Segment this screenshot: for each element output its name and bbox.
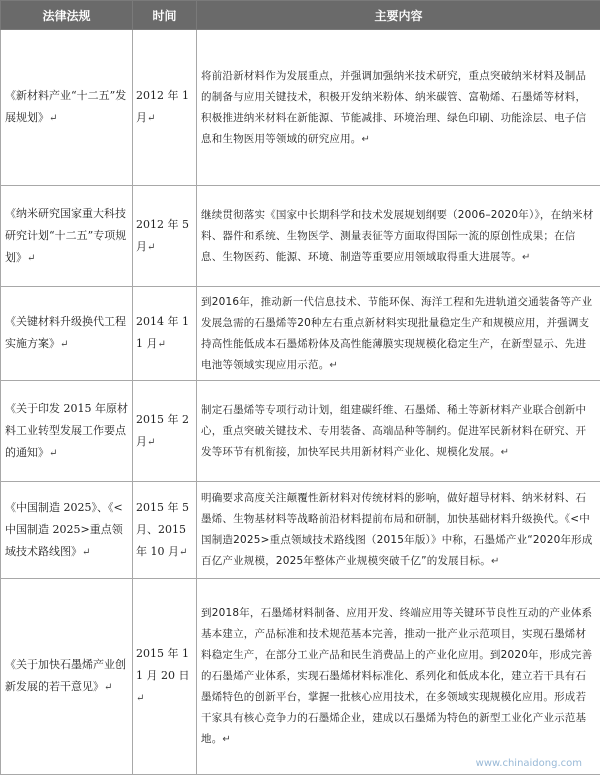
return-mark-icon: ↵ xyxy=(362,134,371,145)
content-cell xyxy=(197,482,600,579)
return-mark-icon: ↵ xyxy=(501,447,510,458)
return-mark-icon: ↵ xyxy=(60,339,68,350)
return-mark-icon: ↵ xyxy=(329,360,338,371)
return-mark-icon: ↵ xyxy=(147,242,155,253)
time-cell xyxy=(133,482,197,579)
content-text: 制定石墨烯等专项行动计划，组建碳纤维、石墨烯、稀土等新材料产业联合创新中心，重点突破关键技术、专用装备、高端品种等制约。促进军民新材料在研究、开发等环节有机衔接，加快军民共用新材料产业化、规模化发展。 xyxy=(201,404,586,458)
time-cell xyxy=(133,186,197,287)
content-cell xyxy=(197,381,600,482)
time-cell xyxy=(133,287,197,381)
time-cell xyxy=(133,30,197,186)
content-text: 继续贯彻落实《国家中长期科学和技术发展规划纲要（2006–2020年）》，在纳米材料、器件和系统、生物医学、测量表征等方面取得国际一流的原创性成果；在信息、生物医药、能源、环境、制造等重要应用领域取得重大进展等。 xyxy=(201,209,593,263)
return-mark-icon: ↵ xyxy=(491,556,500,567)
time-value: 2015 年 5 月、2015 年 10 月 xyxy=(136,501,189,558)
return-mark-icon: ↵ xyxy=(147,437,155,448)
law-name: 《新材料产业“十二五”发展规划》 xyxy=(5,89,126,124)
table-header-row xyxy=(1,1,600,30)
return-mark-icon: ↵ xyxy=(158,339,166,350)
content-cell xyxy=(197,579,600,775)
header-law: 法律法规 xyxy=(1,1,133,30)
return-mark-icon: ↵ xyxy=(27,253,35,264)
return-mark-icon: ↵ xyxy=(49,113,57,124)
return-mark-icon: ↵ xyxy=(104,682,112,693)
content-text: 将前沿新材料作为发展重点，并强调加强纳米技术研究，重点突破纳米材料及制品的制备与应用关键技术，积极开发纳米粉体、纳米碳管、富勒烯、石墨烯等材料，积极推进纳米材料在新能源、节能减排、环境治理、绿色印刷、功能涂层、电子信息和生物医用等领域的研究应用。 xyxy=(201,70,586,145)
law-cell xyxy=(1,186,133,287)
table-row xyxy=(1,30,600,186)
law-name: 《中国制造 2025》、《<中国制造 2025>重点领域技术路线图》 xyxy=(5,501,123,558)
law-cell xyxy=(1,30,133,186)
return-mark-icon: ↵ xyxy=(179,547,187,558)
content-text: 到2018年，石墨烯材料制备、应用开发、终端应用等关键环节良性互动的产业体系基本建立，产品标准和技术规范基本完善，推动一批产业示范项目，实现石墨烯材料稳定生产，在部分工业产品和民生消费品上的产业化应用。到2020年，形成完善的石墨烯产业体系，实现石墨烯材料标准化、系列化和低成本化，建立若干具有石墨烯特色的创新平台，掌握一批核心应用技术，在多领域实现规模化应用。形成若干家具有核心竞争力的石墨烯企业，建成以石墨烯为特色的新型工业化产业示范基地。 xyxy=(201,607,592,745)
law-name: 《纳米研究国家重大科技研究计划“十二五”专项规划》 xyxy=(5,207,126,264)
header-time: 时间 xyxy=(133,1,197,30)
return-mark-icon: ↵ xyxy=(82,547,90,558)
content-cell xyxy=(197,30,600,186)
watermark: www.chinaidong.com xyxy=(476,758,582,769)
table-row xyxy=(1,186,600,287)
law-name: 《关于印发 2015 年原材料工业转型发展工作要点的通知》 xyxy=(5,402,128,459)
time-cell xyxy=(133,381,197,482)
time-value: 2014 年 11 月 xyxy=(136,315,189,350)
time-cell xyxy=(133,579,197,775)
content-cell xyxy=(197,287,600,381)
return-mark-icon: ↵ xyxy=(222,734,231,745)
law-name: 《关键材料升级换代工程实施方案》 xyxy=(5,315,126,350)
content-text: 明确要求高度关注颠覆性新材料对传统材料的影响，做好超导材料、纳米材料、石墨烯、生物基材料等战略前沿材料提前布局和研制，加快基础材料升级换代。《<中国制造2025>重点领域技术路线图（2015年版）》中称，石墨烯产业“2020年形成百亿产业规模，2025年整体产业规模突破千亿”的发展目标。 xyxy=(201,492,593,567)
header-content: 主要内容 xyxy=(197,1,600,30)
law-name: 《关于加快石墨烯产业创新发展的若干意见》 xyxy=(5,658,126,693)
return-mark-icon: ↵ xyxy=(49,448,57,459)
time-value: 2015 年 2 月 xyxy=(136,413,189,448)
table-row xyxy=(1,381,600,482)
return-mark-icon: ↵ xyxy=(522,252,531,263)
law-cell xyxy=(1,482,133,579)
time-value: 2015 年 11 月 20 日 xyxy=(136,647,190,682)
return-mark-icon: ↵ xyxy=(136,693,144,704)
law-cell xyxy=(1,287,133,381)
table-row xyxy=(1,579,600,775)
table-row xyxy=(1,482,600,579)
table-row xyxy=(1,287,600,381)
content-cell xyxy=(197,186,600,287)
time-value: 2012 年 1 月 xyxy=(136,89,189,124)
law-cell xyxy=(1,579,133,775)
law-cell xyxy=(1,381,133,482)
time-value: 2012 年 5 月 xyxy=(136,218,189,253)
return-mark-icon: ↵ xyxy=(147,113,155,124)
content-text: 到2016年，推动新一代信息技术、节能环保、海洋工程和先进轨道交通装备等产业发展急需的石墨烯等20种左右重点新材料实现批量稳定生产和规模应用，并强调支持高性能低成本石墨烯粉体及高性能薄膜实现规模化稳定生产，在新型显示、先进电池等领域实现应用示范。 xyxy=(201,296,592,371)
